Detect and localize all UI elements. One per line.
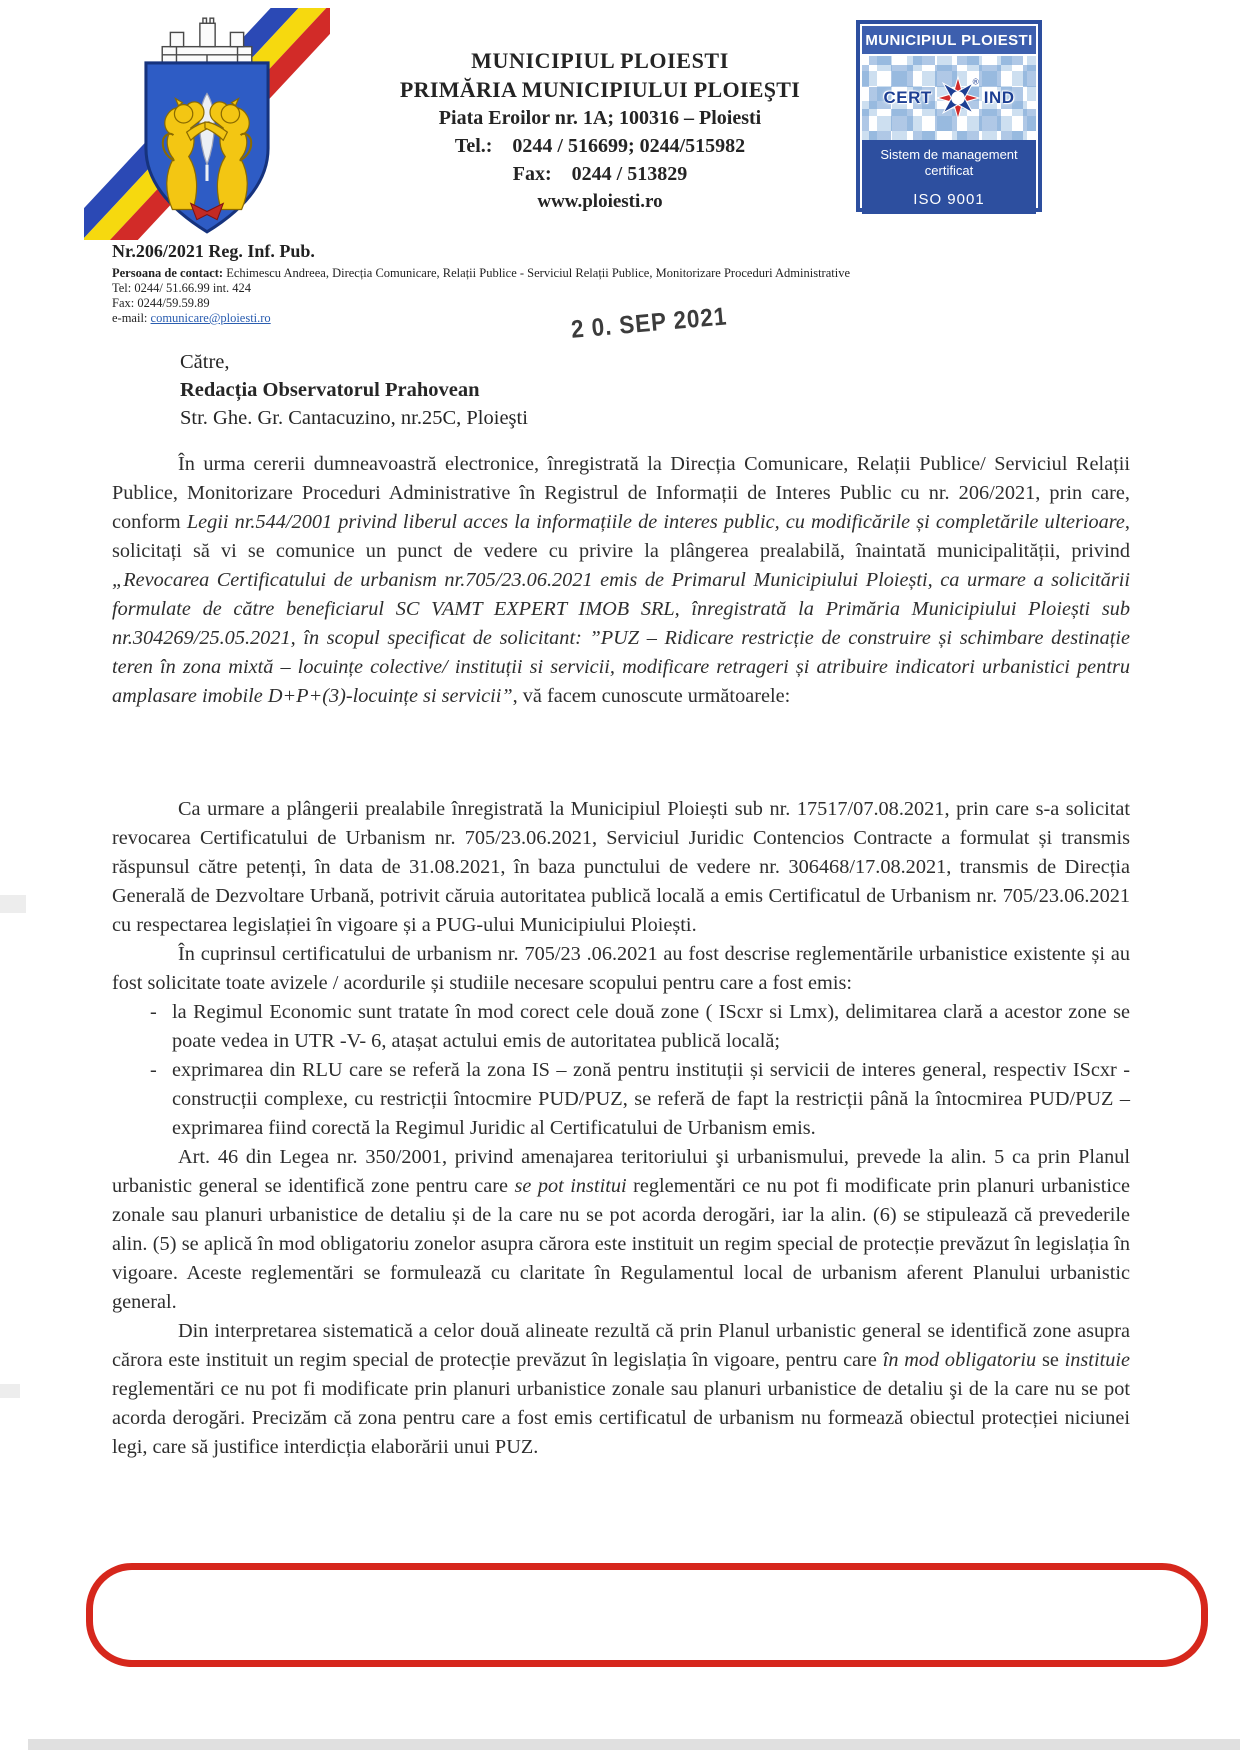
recipient-salutation: Către,: [180, 351, 230, 373]
text-segment: Ca urmare a plângerii prealabile înregistrată la Municipiul Ploiești sub nr. 17517/07.08.2021, prin care s-a solicitat revocarea Certificatului de Urbanism nr. 705/23.06.2021, Serviciul Juridic Contencios Contracte a formulat și transmis răspunsul către petenți, în data de 31.08.2021, în baza punctului de vedere nr. 306468/17.08.2021, transmis de Direcția Generală de Dezvoltare Urbană, potrivit căruia autoritatea publică locală a emis Certificatul de Urbanism nr. 705/23.06.2021 cu respectarea legislației în vigoare și a PUG-ului Municipiului Ploiești.: [112, 798, 1130, 936]
text-segment: exprimarea din RLU care se referă la zona IS – zonă pentru instituții și servicii de interes general, respectiv IScxr -construcții complexe, cu restricții întocmire PUD/PUZ, se referă de fapt la restricții până la întocmirea PUD/PUZ – exprimarea fiind corectă la Regimul Juridic al Certificatului de Urbanism emis.: [172, 1059, 1130, 1139]
email-label: e-mail:: [112, 311, 151, 325]
text-segment: în mod obligatoriu: [882, 1349, 1037, 1371]
letter-body: [112, 450, 1130, 1462]
bullet-marker: -: [150, 1059, 157, 1081]
text-segment: reglementări ce nu pot fi modificate prin planuri urbanistice zonale sau planuri urbanistice de detaliu și de la care nu se pot acorda derogări, iar la alin. (6) se stipulează că prevederile alin. (5) se aplică în mod obligatoriu zonelor asupra cărora este instituit un regim special de protecție prevăzut în legislația în vigoare. Aceste reglementări se formulează cu claritate în Regulamentul local de urbanism aferent Planului urbanistic general.: [112, 1175, 1130, 1313]
text-segment: , vă facem cunoscute următoarele:: [512, 685, 791, 707]
contact-fax: Fax: 0244/59.59.89: [112, 296, 210, 310]
org-name-line1: MUNICIPIUL PLOIESTI: [471, 48, 729, 73]
certind-cert-label: CERT: [883, 88, 932, 107]
email-link[interactable]: comunicare@ploiesti.ro: [150, 311, 271, 325]
bullet-item: [112, 1056, 1130, 1143]
bullet-item: [112, 998, 1130, 1056]
badge-checker-pattern: [862, 56, 1036, 140]
text-segment: „Revocarea Certificatului de urbanism nr.705/23.06.2021 emis de Primarul Municipiului Ploiești, ca urmare a solicitării formulate de către beneficiarul SC VAMT EXPERT IMOB SRL, înregistrată la Primăria Municipiului Ploiești sub nr.304269/25.05.2021, în scopul specificat de solicitant: ”PUZ – Ridicare restricție de construire și schimbare destinație teren în zona mixtă – locuințe colective/ instituții si servicii, modificare retrageri și atribuire indicatori urbanistici pentru amplasare imobile D+P+(3)-locuințe si servicii”: [112, 569, 1130, 707]
text-segment: reglementări ce nu pot fi modificate prin planuri urbanistice zonale sau planuri urbanistice de detaliu şi de la care nu se pot acorda derogări. Precizăm că zona pentru care a fost emis certificatul de urbanism nu formează obiectul protecției niciunei legi, care să justifice interdicția elaborării unui PUZ.: [112, 1378, 1130, 1458]
text-segment: , solicitați să vi se comunice un punct de vedere cu privire la plângerea prealabilă, înaintată municipalității, privind: [112, 511, 1130, 562]
recipient-address: Str. Ghe. Gr. Cantacuzino, nr.25C, Ploieşti: [180, 407, 528, 429]
scan-smudge: [0, 895, 26, 913]
text-segment: Din interpretarea sistematică a celor două alineate rezultă că prin Planul urbanistic general se identifică zone asupra cărora este instituit un regim special de protecție prevăzut în legislația în vigoare, pentru care: [112, 1320, 1130, 1371]
text-segment: se pot institui: [514, 1175, 627, 1197]
certification-badge: [856, 20, 1042, 212]
certind-ind-label: IND: [983, 88, 1015, 107]
paragraph: [112, 450, 1130, 711]
org-website: www.ploiesti.ro: [537, 191, 663, 212]
scan-smudge: [0, 1384, 20, 1398]
scan-artifact-band: [28, 1739, 1240, 1750]
registration-number: Nr.206/2021 Reg. Inf. Pub.: [112, 241, 315, 261]
mural-crown-icon: [162, 18, 252, 63]
letterhead: [352, 46, 848, 216]
paragraph: [112, 940, 1130, 998]
paragraph: [112, 1143, 1130, 1317]
red-highlight-annotation: [86, 1563, 1208, 1667]
badge-iso-label: ISO 9001: [913, 191, 985, 208]
recipient-block: [180, 348, 528, 432]
registered-mark: ®: [972, 76, 979, 87]
text-segment: În cuprinsul certificatului de urbanism nr. 705/23 .06.2021 au fost descrise reglementările urbanistice existente și au fost solicitate toate avizele / acordurile și studiile necesare scopului pentru care a fost emis:: [112, 943, 1130, 994]
coat-of-arms-icon: [84, 8, 330, 240]
org-fax: Fax: 0244 / 513829: [512, 163, 688, 185]
badge-subtitle-line1: Sistem de management: [880, 147, 1018, 162]
badge-bottom-panel: [862, 140, 1036, 214]
org-name-line2: PRIMĂRIA MUNICIPIULUI PLOIEŞTI: [399, 77, 801, 102]
contact-person-line: [112, 266, 1122, 281]
text-segment: Legii nr.544/2001 privind liberul acces la informațiile de interes public, cu modificările și completările ulterioare: [186, 511, 1125, 533]
bullet-marker: -: [150, 1001, 157, 1023]
badge-title: MUNICIPIUL PLOIESTI: [862, 26, 1036, 54]
contact-value: Echimescu Andreea, Direcția Comunicare, Relații Publice - Serviciul Relații Publice, Monitorizare Proceduri Administrative: [223, 266, 850, 280]
text-segment: la Regimul Economic sunt tratate în mod corect cele două zone ( IScxr si Lmx), delimitarea clară a acestor zone se poate vedea in UTR -V- 6, atașat actului emis de autoritatea publică locală;: [172, 1001, 1130, 1052]
text-segment: se: [1036, 1349, 1065, 1371]
org-phone: Tel.: 0244 / 516699; 0244/515982: [454, 135, 746, 157]
recipient-name: Redacția Observatorul Prahovean: [180, 379, 480, 401]
org-address: Piata Eroilor nr. 1A; 100316 – Ploiesti: [438, 107, 762, 129]
badge-subtitle-line2: certificat: [924, 163, 974, 178]
paragraph: [112, 795, 1130, 940]
text-segment: În urma cererii dumneavoastră electronice, înregistrată la Direcția Comunicare, Relații Publice/ Serviciul Relații Publice, Monitorizare Proceduri Administrative în Registrul de Informații de Interes Public cu nr. 206/2021, prin care, conform: [112, 453, 1130, 533]
certind-star-icon: [935, 75, 981, 121]
coat-of-arms: [84, 8, 330, 240]
date-stamp: 2 0. SEP 2021: [570, 302, 729, 344]
paragraph: [112, 1317, 1130, 1462]
text-segment: Art. 46 din Legea nr. 350/2001, privind amenajarea teritoriului şi urbanismului, prevede la alin. 5 ca prin Planul urbanistic general se identifică zone pentru care: [112, 1146, 1130, 1197]
text-segment: instituie: [1064, 1349, 1130, 1371]
contact-tel: Tel: 0244/ 51.66.99 int. 424: [112, 281, 252, 295]
contact-label: Persoana de contact:: [112, 266, 224, 280]
